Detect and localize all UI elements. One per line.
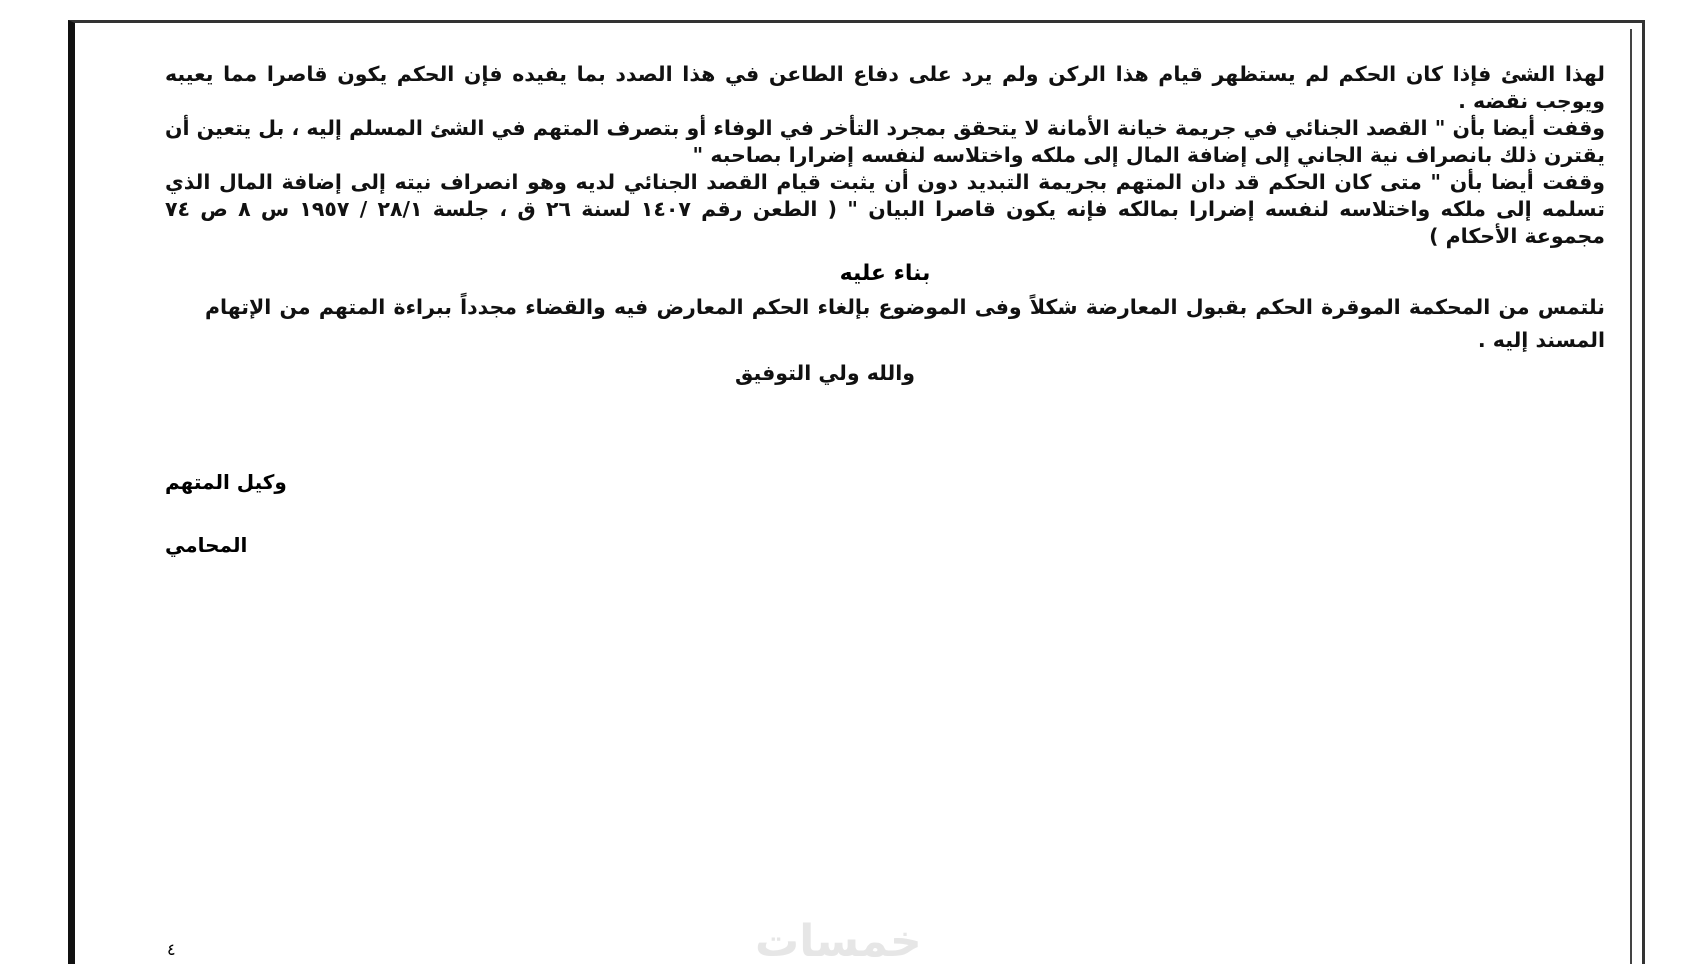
paragraph-3 [165, 169, 1605, 250]
paragraph-1: لهذا الشئ فإذا كان الحكم لم يستظهر قيام هذا الركن ولم يرد على دفاع الطاعن في هذا الصدد بما يفيده فإن الحكم يكون قاصرا مما يعيبه ويوجب نقضه . [165, 62, 1605, 113]
document-body [165, 61, 1605, 389]
paragraph-3-end: ) [1429, 224, 1439, 248]
paragraph-3-text: وقفت أيضا بأن " متى كان الحكم قد دان المتهم بجريمة التبديد دون أن يثبت قيام القصد الجنائي لديه وهو انصراف نيته إلى إضافة المال الذي تسلمه إلى ملكه واختلاسه لنفسه إضرارا بمالكه فإنه يكون قاصرا البيان " ( [165, 170, 1605, 221]
paragraph-2: وقفت أيضا بأن " القصد الجنائي في جريمة خيانة الأمانة لا يتحقق بمجرد التأخر في الوفاء أو بتصرف المتهم في الشئ المسلم إليه ، بل يتعين أن يقترن ذلك بانصراف نية الجاني إلى إضافة المال إلى ملكه واختلاسه لنفسه إضرارا بصاحبه " [165, 116, 1605, 167]
closing-line: والله ولي التوفيق [735, 361, 915, 385]
page-number: ٤ [167, 940, 176, 959]
request-paragraph: نلتمس من المحكمة الموقرة الحكم بقبول المعارضة شكلاً وفى الموضوع بإلغاء الحكم المعارض فيه والقضاء مجدداً ببراءة المتهم من الإتهام المسند إليه . [205, 295, 1605, 352]
signature-lawyer: المحامي [165, 533, 248, 557]
document-page [68, 20, 1645, 967]
signature-attorney-title: وكيل المتهم [165, 470, 287, 494]
case-citation: الطعن رقم ١٤٠٧ لسنة ٢٦ ق ، جلسة ٢٨/١ / ١٩٥٧ س ٨ ص ٧٤ مجموعة الأحكام [165, 197, 1605, 248]
section-heading: بناء عليه [839, 261, 931, 286]
watermark-logo: خمسات [755, 916, 922, 967]
